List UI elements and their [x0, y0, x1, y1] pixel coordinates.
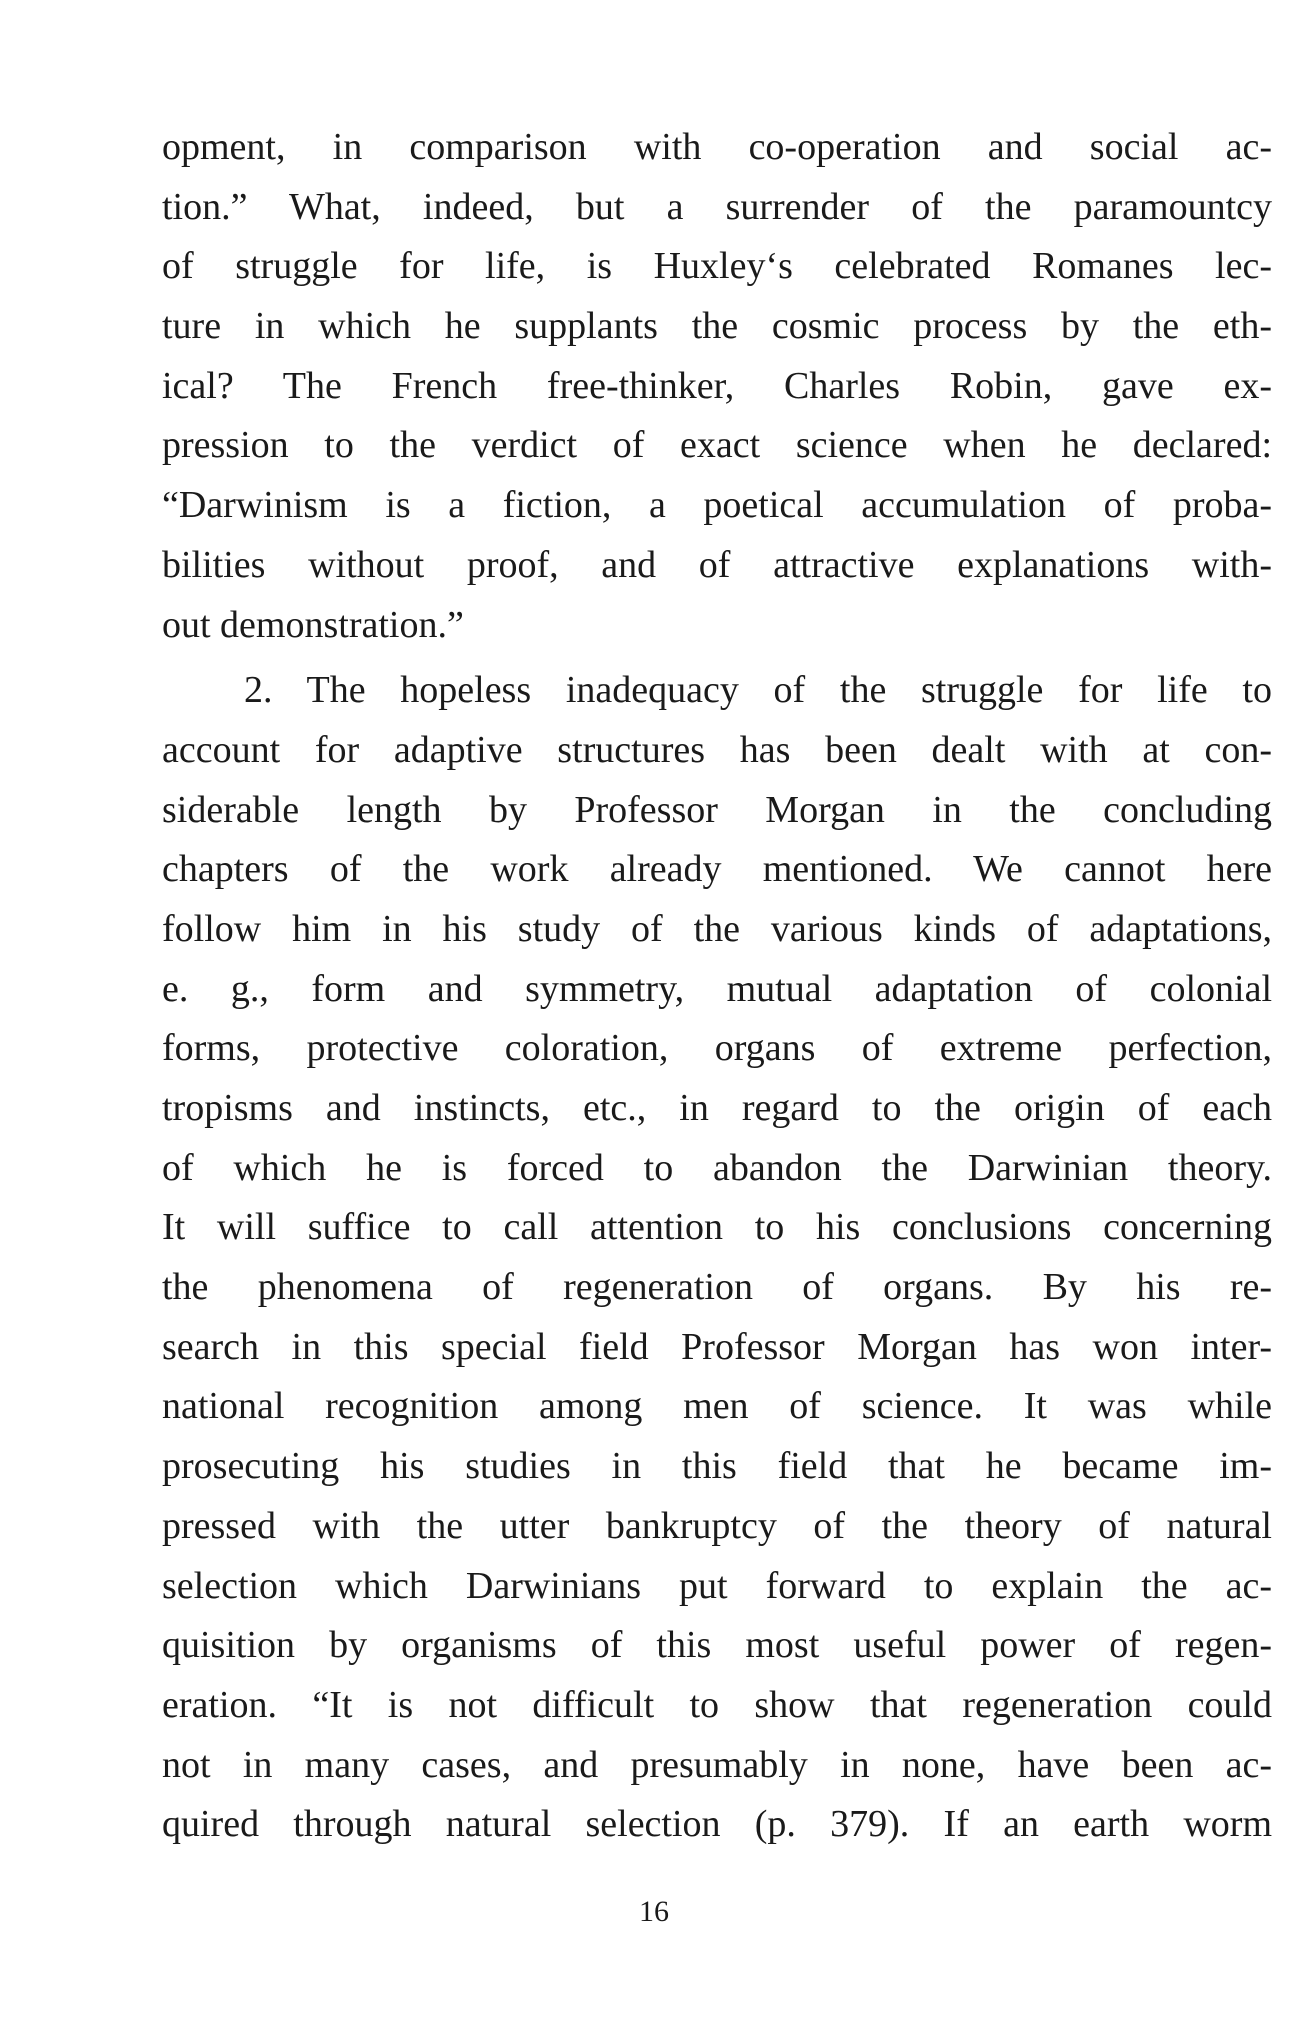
text-line: forms, protective coloration, organs of extreme perfection,	[162, 1027, 1272, 1070]
text-line: of struggle for life, is Huxley‘s celebrated Romanes lec-	[162, 245, 1272, 288]
text-line: chapters of the work already mentioned. We cannot here	[162, 848, 1272, 891]
text-line: follow him in his study of the various kinds of adaptations,	[162, 907, 1272, 950]
text-line: selection which Darwinians put forward to explain the ac-	[162, 1564, 1272, 1607]
text-line: siderable length by Professor Morgan in the concluding	[162, 788, 1272, 831]
text-line: bilities without proof, and of attractive explanations with-	[162, 543, 1272, 586]
text-line: quired through natural selection (p. 379). If an earth worm	[162, 1803, 1272, 1846]
text-line: pressed with the utter bankruptcy of the theory of natural	[162, 1504, 1272, 1547]
text-line: of which he is forced to abandon the Darwinian theory.	[162, 1146, 1272, 1189]
text-line: ture in which he supplants the cosmic process by the eth-	[162, 305, 1272, 348]
text-line: pression to the verdict of exact science when he declared:	[162, 424, 1272, 467]
body-text	[162, 118, 1272, 1855]
text-line: ical? The French free-thinker, Charles Robin, gave ex-	[162, 364, 1272, 407]
text-line: out demonstration.”	[162, 603, 464, 646]
text-line: quisition by organisms of this most useful power of regen-	[162, 1624, 1272, 1667]
text-line: opment, in comparison with co-operation and social ac-	[162, 126, 1272, 168]
text-line: eration. “It is not difficult to show that regeneration could	[162, 1683, 1272, 1726]
page-number: 16	[639, 1895, 669, 1928]
text-line: It will suffice to call attention to his conclusions concerning	[162, 1206, 1272, 1249]
text-line: tropisms and instincts, etc., in regard to the origin of each	[162, 1087, 1272, 1129]
text-line: tion.” What, indeed, but a surrender of the paramountcy	[162, 185, 1272, 228]
text-line: prosecuting his studies in this field that he became im-	[162, 1445, 1272, 1488]
paragraph-1	[162, 118, 1272, 655]
text-line: national recognition among men of science. It was while	[162, 1385, 1272, 1428]
text-line: the phenomena of regeneration of organs. By his re-	[162, 1266, 1272, 1309]
text-line: search in this special field Professor Morgan has won inter-	[162, 1325, 1272, 1368]
paragraph-2	[162, 661, 1272, 1855]
text-line: e. g., form and symmetry, mutual adaptation of colonial	[162, 967, 1272, 1010]
text-line: 2. The hopeless inadequacy of the struggle for life to	[244, 669, 1272, 712]
text-line: account for adaptive structures has been dealt with at con-	[162, 728, 1272, 771]
text-line: “Darwinism is a fiction, a poetical accumulation of proba-	[162, 484, 1272, 527]
text-line: not in many cases, and presumably in none, have been ac-	[162, 1743, 1272, 1786]
